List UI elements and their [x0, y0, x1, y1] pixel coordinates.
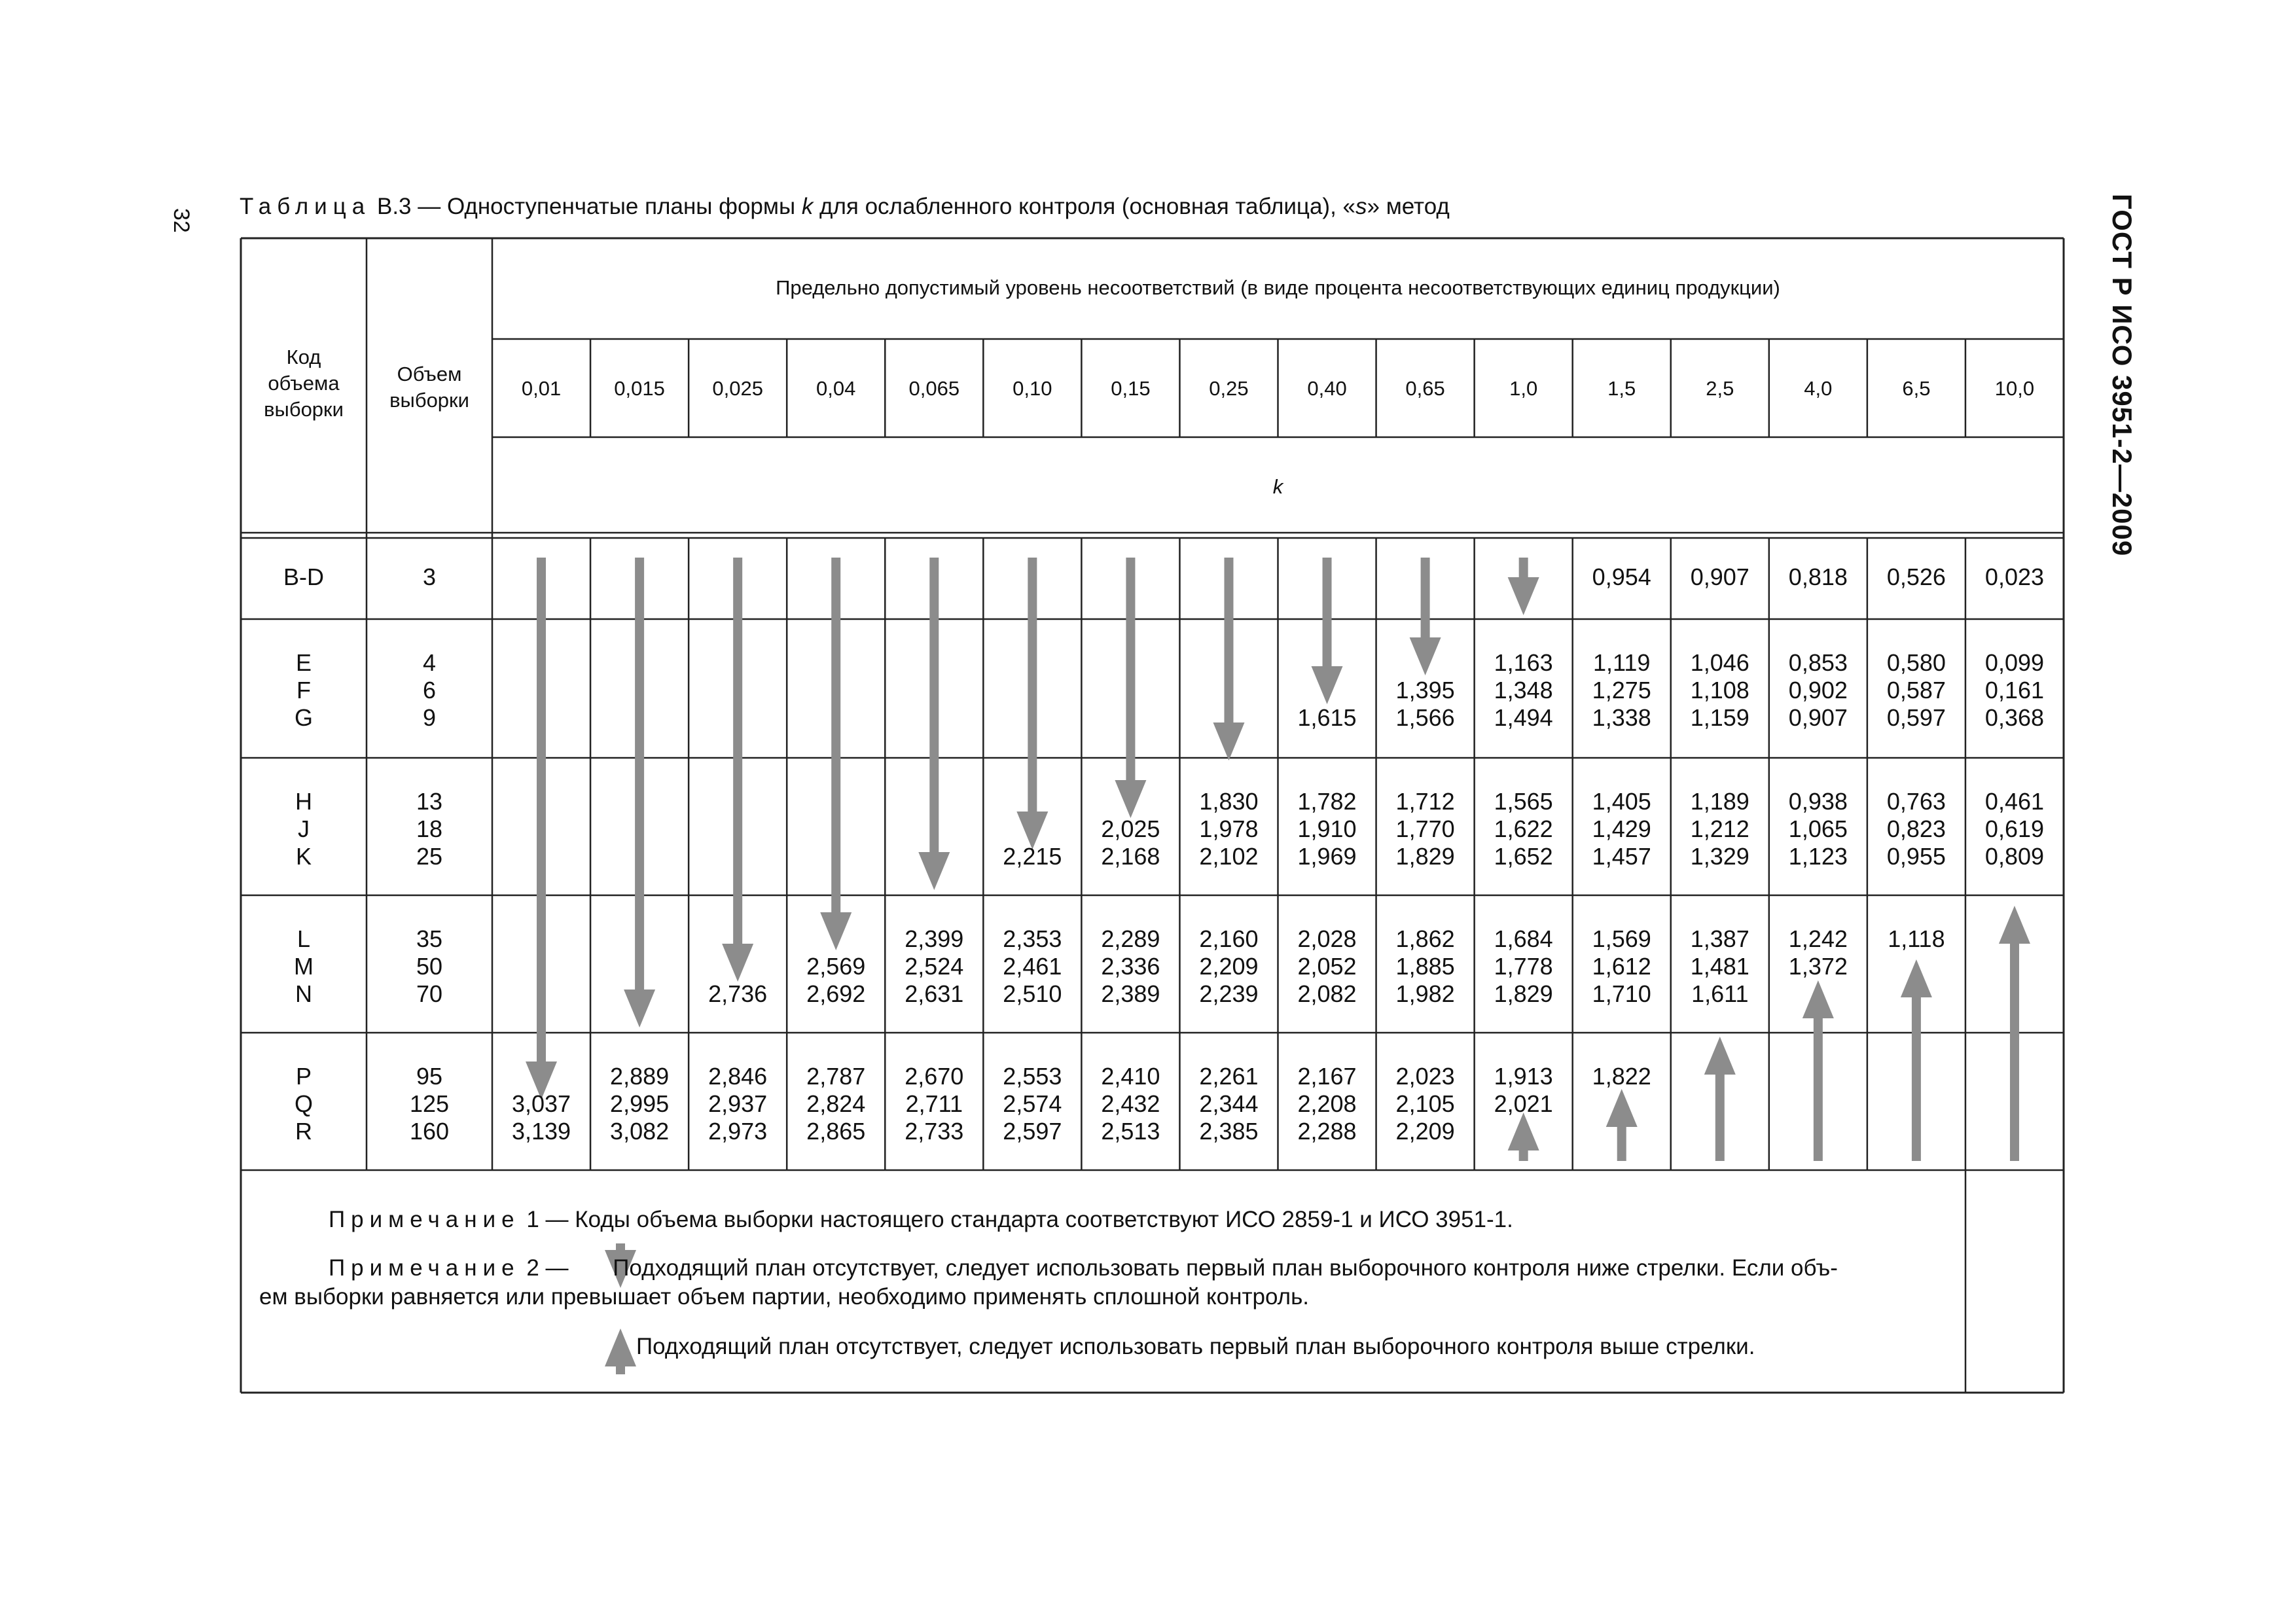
header-aql-value: 0,15	[1111, 377, 1151, 400]
arrow-down-icon	[820, 558, 852, 950]
row-size: 13 18 25	[416, 788, 443, 870]
arrow-up-icon	[1606, 1089, 1638, 1161]
header-aql-value: 0,65	[1405, 377, 1445, 400]
row-size: 3	[422, 563, 437, 590]
k-value-cell: 1,046 1,108 1,159	[1690, 649, 1749, 731]
k-value-cell: 2,167 2,208 2,288	[1297, 1063, 1357, 1145]
caption-s: s	[1355, 194, 1367, 219]
k-value-cell: 0,954	[1592, 563, 1651, 590]
k-value-cell: 1,387 1,481 1,611	[1690, 925, 1749, 1007]
header-aql-value: 0,40	[1307, 377, 1347, 400]
k-value-cell: 1,782 1,910 1,969	[1297, 788, 1357, 870]
k-value-cell: 2,846 2,937 2,973	[708, 1063, 768, 1145]
row-code: B-D	[283, 563, 324, 590]
k-value-cell: 1,395 1,566	[1395, 677, 1455, 731]
k-value-cell: 0,938 1,065 1,123	[1788, 788, 1848, 870]
note-2-label: Примечание	[329, 1255, 520, 1281]
header-aql-value: 6,5	[1902, 377, 1931, 400]
k-value-cell: 2,569 2,692	[806, 953, 866, 1007]
k-value-cell: 2,889 2,995 3,082	[610, 1063, 670, 1145]
header-aql-value: 0,015	[614, 377, 665, 400]
standard-id: ГОСТ Р ИСО 3951-2—2009	[2107, 194, 2138, 557]
k-value-cell: 0,023	[1984, 563, 2045, 590]
k-value-cell: 3,037 3,139	[511, 1090, 571, 1145]
header-aql-value: 0,25	[1209, 377, 1249, 400]
k-value-cell: 1,913 2,021	[1494, 1063, 1553, 1117]
k-value-cell: 0,461 0,619 0,809	[1984, 788, 2045, 870]
k-value-cell: 0,818	[1788, 563, 1848, 590]
note-2-prefix: 2 —	[526, 1255, 569, 1281]
k-value-cell: 2,215	[1003, 843, 1062, 870]
header-k-label: k	[1272, 475, 1283, 498]
k-value-cell: 0,763 0,823 0,955	[1886, 788, 1946, 870]
k-value-cell: 2,553 2,574 2,597	[1003, 1063, 1062, 1145]
header-aql-value: 0,04	[816, 377, 856, 400]
k-value-cell: 2,028 2,052 2,082	[1297, 925, 1357, 1007]
row-size: 4 6 9	[422, 649, 437, 731]
note-2-text-b: ем выборки равняется или превышает объем партии, необходимо применять сплошной контроль.	[259, 1284, 1310, 1310]
k-value-cell: 1,163 1,348 1,494	[1494, 649, 1553, 731]
arrow-down-icon	[526, 558, 557, 1099]
k-value-cell: 2,670 2,711 2,733	[905, 1063, 964, 1145]
k-value-cell: 0,099 0,161 0,368	[1984, 649, 2045, 731]
header-aql-title: Предельно допустимый уровень несоответствий (в виде процента несоответствующих единиц продукции)	[776, 276, 1780, 299]
note-3	[636, 1332, 1755, 1361]
k-value-cell: 1,684 1,778 1,829	[1494, 925, 1553, 1007]
k-value-cell: 2,025 2,168	[1101, 815, 1160, 870]
header-code-col: Код объема выборки	[264, 346, 344, 421]
k-value-cell: 1,712 1,770 1,829	[1395, 788, 1455, 870]
k-value-cell: 0,907	[1690, 563, 1749, 590]
row-size: 35 50 70	[416, 925, 443, 1007]
k-value-cell: 1,830 1,978 2,102	[1199, 788, 1259, 870]
note-1-text: 1 — Коды объема выборки настоящего стандарта соответствуют ИСО 2859-1 и ИСО 3951-1.	[526, 1207, 1513, 1232]
arrow-down-icon	[1508, 558, 1539, 615]
arrow-down-icon	[918, 558, 950, 890]
k-value-cell: 2,787 2,824 2,865	[806, 1063, 866, 1145]
header-aql-value: 10,0	[1994, 377, 2035, 400]
note-3-text: Подходящий план отсутствует, следует использовать первый план выборочного контроля выше стрелки.	[636, 1334, 1755, 1359]
arrow-down-icon	[1213, 558, 1244, 760]
k-value-cell: 2,289 2,336 2,389	[1101, 925, 1160, 1007]
k-value-cell: 1,405 1,429 1,457	[1592, 788, 1651, 870]
arrow-up-icon	[1508, 1113, 1539, 1161]
arrow-down-icon	[722, 558, 753, 982]
k-value-cell: 1,822	[1592, 1063, 1651, 1090]
k-value-cell: 1,189 1,212 1,329	[1690, 788, 1749, 870]
row-size: 95 125 160	[409, 1063, 450, 1145]
k-value-cell: 1,118	[1888, 925, 1945, 952]
k-value-cell: 2,261 2,344 2,385	[1199, 1063, 1259, 1145]
k-value-cell: 1,862 1,885 1,982	[1395, 925, 1455, 1007]
k-value-cell: 1,242 1,372	[1788, 925, 1848, 980]
header-aql-value: 0,025	[712, 377, 763, 400]
caption-label: Таблица	[240, 194, 371, 219]
row-code: L M N	[294, 925, 314, 1007]
arrow-down-icon	[624, 558, 655, 1027]
arrow-down-icon	[1115, 558, 1146, 818]
note-2	[329, 1254, 1838, 1283]
k-value-cell: 1,565 1,622 1,652	[1494, 788, 1553, 870]
row-code: P Q R	[294, 1063, 313, 1145]
header-aql-value: 0,065	[908, 377, 960, 400]
k-value-cell: 0,580 0,587 0,597	[1886, 649, 1946, 731]
k-value-cell: 2,353 2,461 2,510	[1003, 925, 1062, 1007]
caption-text-3: » метод	[1367, 194, 1450, 219]
k-value-cell: 1,569 1,612 1,710	[1592, 925, 1651, 1007]
k-value-cell: 2,399 2,524 2,631	[905, 925, 964, 1007]
arrow-up-icon	[1901, 959, 1932, 1161]
caption-text-1: В.3 — Одноступенчатые планы формы	[376, 194, 802, 219]
k-value-cell: 2,736	[708, 980, 768, 1007]
k-value-cell: 2,023 2,105 2,209	[1395, 1063, 1455, 1145]
row-code: H J K	[295, 788, 312, 870]
k-value-cell: 2,410 2,432 2,513	[1101, 1063, 1160, 1145]
caption-text-2: для ослабленного контроля (основная таблица), «	[813, 194, 1355, 219]
k-value-cell: 1,615	[1297, 704, 1357, 731]
k-value-cell: 0,526	[1886, 563, 1946, 590]
caption-k: k	[801, 194, 814, 219]
k-value-cell: 0,853 0,902 0,907	[1788, 649, 1848, 731]
arrow-up-icon	[1704, 1037, 1736, 1161]
header-aql-value: 1,5	[1607, 377, 1636, 400]
page-number: 32	[169, 208, 194, 233]
note-2-continued	[259, 1283, 1309, 1311]
k-value-cell: 2,160 2,209 2,239	[1199, 925, 1259, 1007]
header-aql-value: 4,0	[1804, 377, 1833, 400]
header-aql-value: 2,5	[1706, 377, 1734, 400]
header-aql-value: 1,0	[1509, 377, 1538, 400]
header-aql-value: 0,10	[1013, 377, 1052, 400]
arrow-up-icon	[605, 1329, 636, 1374]
k-value-cell: 1,119 1,275 1,338	[1592, 649, 1651, 731]
note-1-label: Примечание	[329, 1207, 520, 1232]
arrow-up-icon	[1803, 980, 1834, 1161]
note-2-text-a: Подходящий план отсутствует, следует использовать первый план выборочного контроля ниже стрелки. Если объ-	[613, 1255, 1838, 1281]
header-size-col: Объем выборки	[389, 363, 469, 412]
note-1	[329, 1205, 1513, 1234]
header-aql-value: 0,01	[521, 377, 562, 400]
row-code: E F G	[294, 649, 313, 731]
